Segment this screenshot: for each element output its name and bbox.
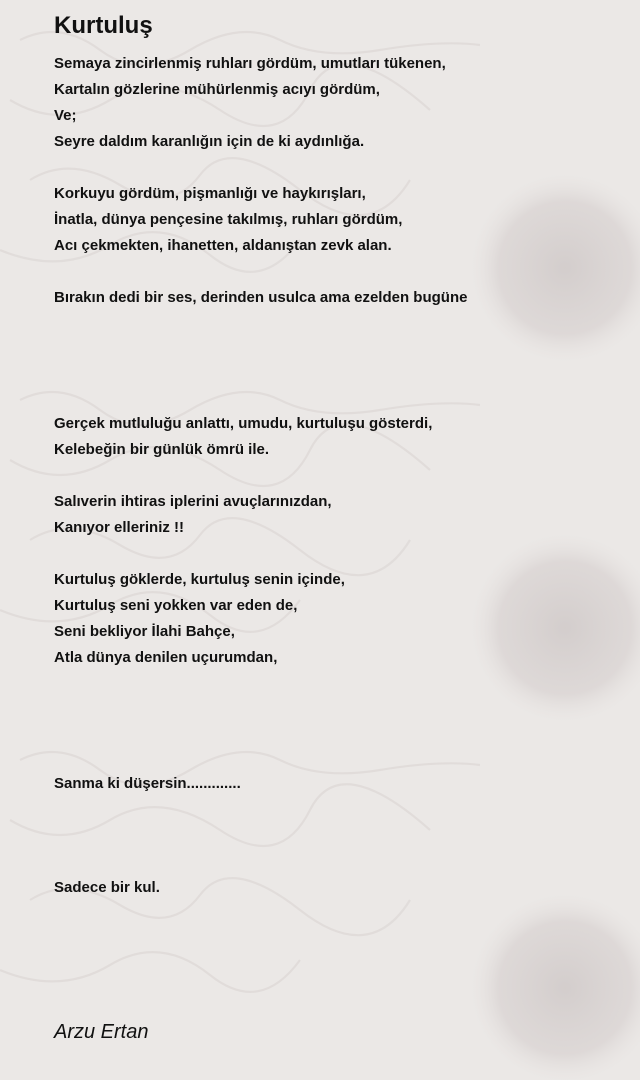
poem-line: Sadece bir kul. (54, 879, 160, 896)
poem-line: Semaya zincirlenmiş ruhları gördüm, umutları tükenen, (54, 55, 446, 72)
author-name: Arzu Ertan (54, 1021, 149, 1043)
poem-line: Bırakın dedi bir ses, derinden usulca ama ezelden bugüne (54, 289, 468, 306)
poem-line: Acı çekmekten, ihanetten, aldanıştan zevk alan. (54, 237, 392, 254)
poem-line: Seyre daldım karanlığın için de ki aydınlığa. (54, 133, 365, 150)
poem-line: Gerçek mutluluğu anlattı, umudu, kurtuluşu gösterdi, (54, 415, 433, 432)
poem-line: Kurtuluş seni yokken var eden de, (54, 597, 298, 614)
poem-line: İnatla, dünya pençesine takılmış, ruhları gördüm, (54, 211, 403, 228)
poem-line: Kelebeğin bir günlük ömrü ile. (54, 441, 270, 458)
poem-line: Kanıyor elleriniz !! (54, 519, 185, 536)
poem-line: Salıverin ihtiras iplerini avuçlarınızdan, (54, 493, 332, 510)
poem-line: Atla dünya denilen uçurumdan, (54, 649, 278, 666)
poem-title: Kurtuluş (54, 12, 153, 39)
poem-line: Ve; (54, 107, 77, 124)
poem-line: Korkuyu gördüm, pişmanlığı ve haykırışları, (54, 185, 366, 202)
poem-line: Seni bekliyor İlahi Bahçe, (54, 623, 235, 640)
poem-container (54, 0, 624, 1080)
poem-line: Kurtuluş göklerde, kurtuluş senin içinde, (54, 571, 345, 588)
poem-line: Kartalın gözlerine mühürlenmiş acıyı gördüm, (54, 81, 380, 98)
poem-line: Sanma ki düşersin............. (54, 775, 241, 792)
